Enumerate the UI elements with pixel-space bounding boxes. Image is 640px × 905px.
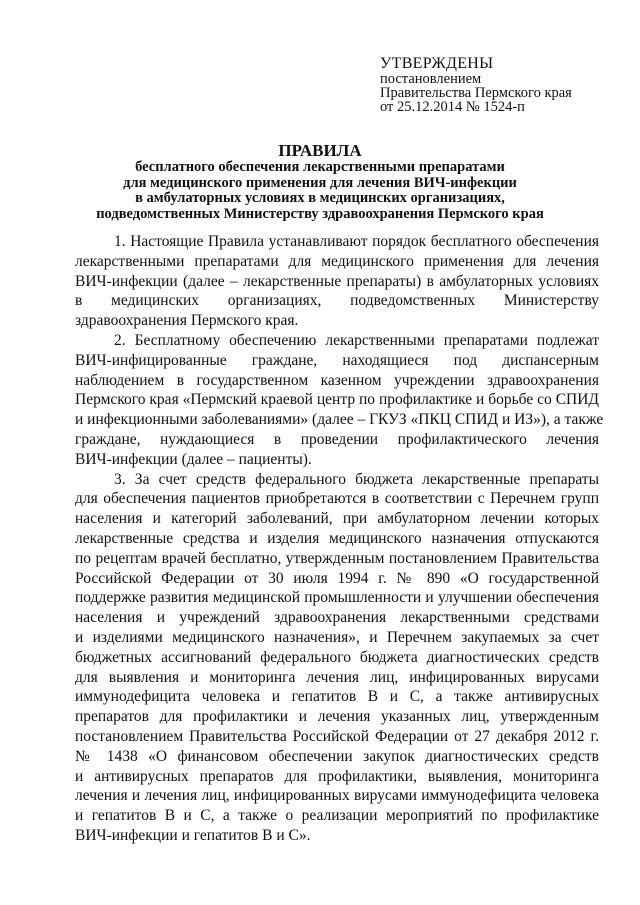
approval-stamp [380, 55, 572, 114]
text-line: и антивирусных препаратов для профилактики, выявления, мониторинга [75, 767, 599, 785]
subtitle-line: бесплатного обеспечения лекарственными препаратами [135, 159, 505, 175]
text-line: для обеспечения пациентов приобретаются в соответствии с Перечнем групп [75, 490, 599, 508]
text-line: бюджетных ассигнований федерального бюджета диагностических средств [75, 648, 599, 666]
document-title: ПРАВИЛА [278, 141, 362, 160]
text-line: лекарственными препаратами для медицинского применения для лечения [75, 252, 599, 270]
text-line: ВИЧ-инфекции (далее – лекарственные препараты) в амбулаторных условиях [75, 272, 599, 290]
subtitle-line: для медицинского применения для лечения ВИЧ-инфекции [123, 174, 517, 191]
text-line: № 1438 «О финансовом обеспечении закупок диагностических средств [75, 747, 599, 765]
text-line: иммунодефицита человека и гепатитов В и С, а также антивирусных [75, 688, 599, 706]
text-line: Пермского края «Пермский краевой центр по профилактике и борьбе со СПИД [75, 391, 599, 409]
approval-line: от 25.12.2014 № 1524-п [380, 99, 525, 115]
text-line: лечения и лечения лиц, инфицированных вирусами иммунодефицита человека [75, 787, 599, 805]
text-line: граждане, нуждающиеся в проведении профилактического лечения [75, 430, 599, 448]
text-line: и гепатитов В и С, а также о реализации мероприятий по профилактике [75, 807, 599, 825]
subtitle-line: в амбулаторных условиях в медицинских организациях, [135, 190, 505, 206]
text-line: населения и категорий заболеваний, при амбулаторном лечении которых [75, 510, 599, 528]
text-line: 1. Настоящие Правила устанавливают порядок бесплатного обеспечения [114, 233, 599, 250]
text-line: ВИЧ-инфекции (далее – пациенты). [75, 450, 312, 468]
text-line: населения и учреждений здравоохранения лекарственными средствами [75, 609, 599, 627]
subtitle-line: подведомственных Министерству здравоохранения Пермского края [96, 205, 544, 222]
text-line: ВИЧ-инфицированные граждане, находящиеся под диспансерным [75, 351, 599, 369]
text-line: 2. Бесплатному обеспечению лекарственными препаратами подлежат [114, 331, 599, 349]
approval-heading: УТВЕРЖДЕНЫ [380, 55, 494, 72]
paragraph-3 [75, 470, 599, 846]
approval-line: Правительства Пермского края [380, 85, 572, 101]
text-line: поддержке развития медицинской промышленности и улучшении обеспечения [75, 589, 599, 607]
document-body [75, 232, 604, 846]
paragraph-2 [75, 331, 604, 470]
text-line: для выявления и мониторинга лечения лиц, инфицированных вирусами [75, 668, 599, 686]
text-line: наблюдением в государственном казенном учреждении здравоохранения [75, 371, 599, 389]
text-line: 3. За счет средств федерального бюджета лекарственные препараты [114, 470, 599, 488]
approval-line: постановлением [380, 71, 482, 87]
document-subtitle [70, 160, 570, 222]
text-line: и инфекционными заболеваниями» (далее – ГКУЗ «ПКЦ СПИД и ИЗ»), а также [75, 411, 604, 429]
text-line: в медицинских организациях, подведомственных Министерству [75, 292, 599, 310]
paragraph-1 [75, 232, 599, 331]
text-line: постановлением Правительства Российской Федерации от 27 декабря 2012 г. [75, 727, 599, 745]
text-line: и изделиями медицинского назначения», и Перечнем закупаемых за счет [75, 628, 599, 646]
text-line: лекарственные средства и изделия медицинского назначения отпускаются [75, 529, 599, 547]
text-line: здравоохранения Пермского края. [75, 312, 299, 330]
text-line: Российской Федерации от 30 июля 1994 г. № 890 «О государственной [75, 569, 599, 587]
text-line: ВИЧ-инфекции и гепатитов В и С». [75, 826, 311, 844]
text-line: препаратов для профилактики и лечения указанных лиц, утвержденным [75, 708, 599, 726]
text-line: по рецептам врачей бесплатно, утвержденным постановлением Правительства [75, 549, 599, 567]
